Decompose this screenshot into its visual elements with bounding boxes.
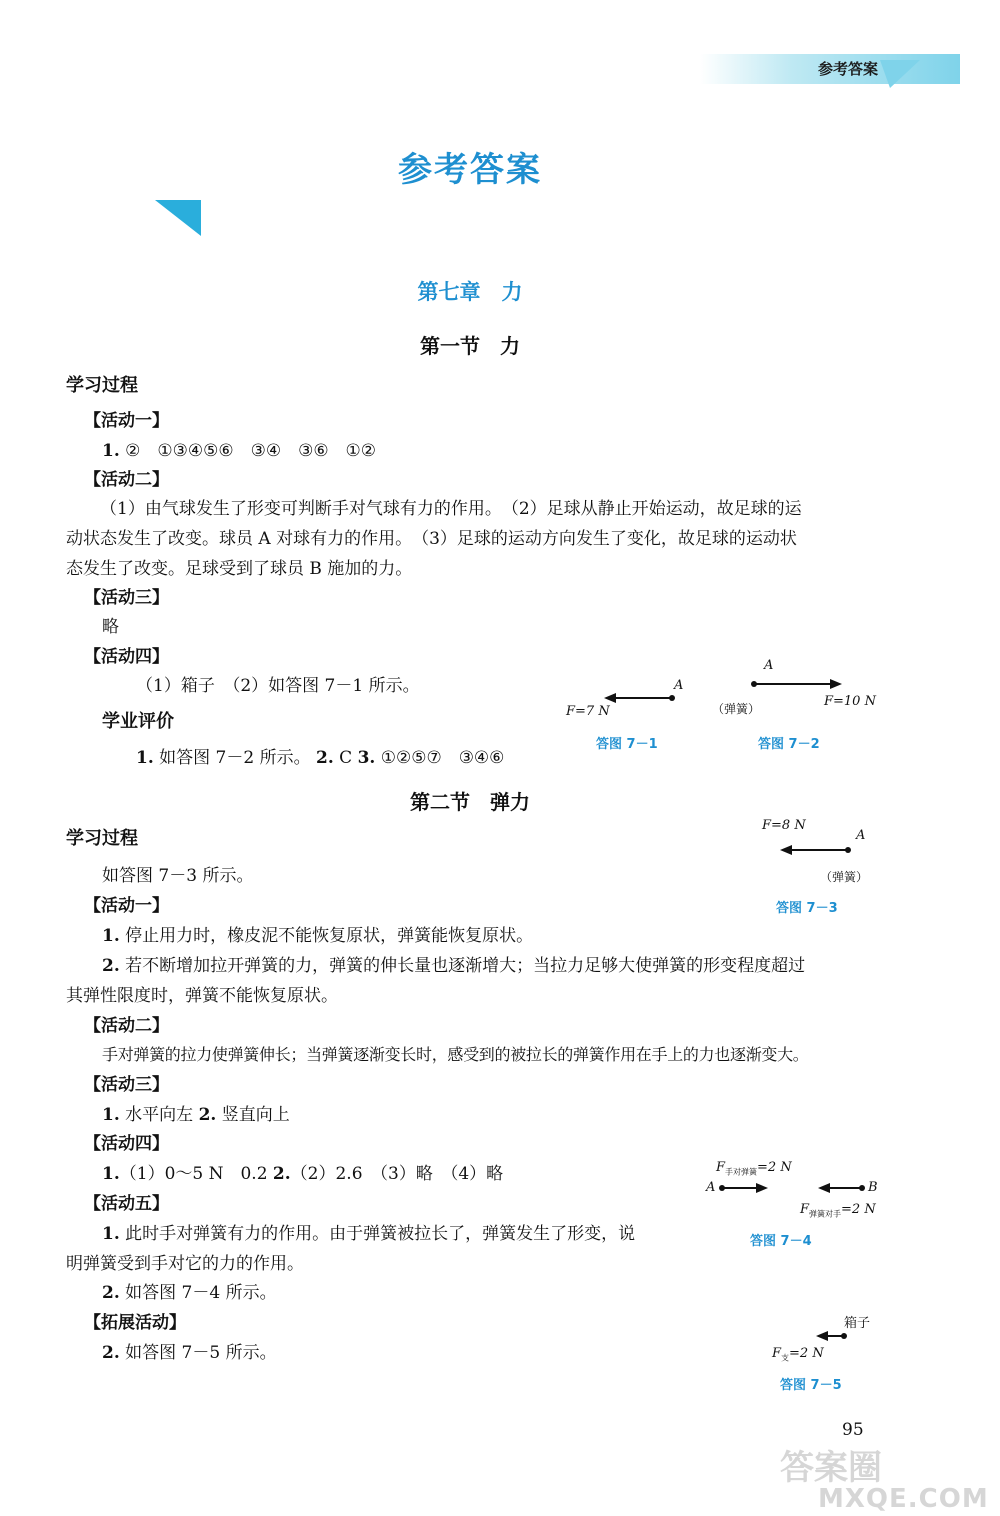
s1-eval-text1: 如答图 7－2 所示。 — [153, 748, 316, 768]
figure-7-5-force-symbol: F — [772, 1346, 782, 1361]
s2-act1-line2 — [102, 954, 805, 978]
s2-act5-line3 — [102, 1281, 277, 1305]
chapter-title: 第七章 力 — [417, 280, 523, 304]
s1-eval-heading: 学业评价 — [102, 711, 174, 732]
s2-act4-text1: （1）0～5 N 0.2 — [119, 1164, 273, 1184]
s2-act1-text2a: 若不断增加拉开弹簧的力，弹簧的伸长量也逐渐增大；当拉力足够大使弹簧的形变程度超过 — [119, 956, 806, 976]
s2-act5-line2: 明弹簧受到手对它的力的作用。 — [66, 1254, 304, 1274]
s1-act1-text1: ② ①③④⑤⑥ ③④ ③⑥ ①② — [119, 441, 377, 461]
figure-7-3 — [758, 816, 888, 888]
figure-7-2-point: A — [764, 658, 774, 673]
figure-7-4-force-bottom — [800, 1202, 876, 1220]
s2-act3-text1: 水平向左 — [119, 1105, 199, 1125]
figure-7-4-point-b: B — [868, 1180, 878, 1195]
s1-eval-num3: 3. — [357, 748, 376, 768]
figure-7-1 — [560, 672, 700, 722]
figure-7-2-force: F=10 N — [824, 694, 876, 709]
s2-act3-num2: 2. — [198, 1105, 217, 1125]
s1-eval-text2: C — [333, 748, 358, 768]
figure-7-5-force — [772, 1346, 824, 1364]
s2-act1-tag: 【活动一】 — [84, 896, 169, 916]
s2-act3-num1: 1. — [102, 1105, 120, 1125]
s1-act1-tag: 【活动一】 — [84, 411, 169, 431]
figure-7-4-force-top — [716, 1160, 792, 1178]
s1-eval-num2: 2. — [316, 748, 334, 768]
s2-act1-text1: 停止用力时，橡皮泥不能恢复原状，弹簧能恢复原状。 — [119, 926, 534, 946]
figure-7-4-caption: 答图 7－4 — [750, 1234, 812, 1249]
s2-act5-tag: 【活动五】 — [84, 1194, 169, 1214]
s2-act5-text2: 如答图 7－4 所示。 — [119, 1283, 277, 1303]
s2-act5-text1a: 此时手对弹簧有力的作用。由于弹簧被拉长了，弹簧发生了形变，说 — [119, 1224, 636, 1244]
s2-act4-line — [102, 1162, 503, 1186]
s1-act2-tag: 【活动二】 — [84, 470, 169, 490]
page-number: 95 — [842, 1420, 864, 1440]
figure-7-2-note: （弹簧） — [712, 702, 761, 716]
s2-act1-line3: 其弹性限度时，弹簧不能恢复原状。 — [66, 986, 338, 1006]
figure-7-5-force-value: =2 N — [789, 1346, 824, 1361]
s2-ext-tag: 【拓展活动】 — [84, 1313, 186, 1333]
figure-7-4-force-bottom-value: =2 N — [841, 1202, 876, 1217]
s2-act1-num2: 2. — [102, 956, 120, 976]
header-tab — [700, 54, 960, 84]
s1-eval-num1: 1. — [136, 748, 154, 768]
figure-7-4-force-bottom-sub: 弹簧对手 — [809, 1209, 842, 1219]
s2-act5-num2: 2. — [102, 1283, 120, 1303]
s2-ext-text2: 如答图 7－5 所示。 — [119, 1343, 277, 1363]
s2-act4-num2: 2. — [272, 1164, 291, 1184]
figure-7-4-force-top-sub: 手对弹簧 — [725, 1167, 758, 1177]
s1-act2-line1: （1）由气球发生了形变可判断手对气球有力的作用。 （2）足球从静止开始运动，故足球的运 — [100, 499, 802, 519]
figure-7-3-caption: 答图 7－3 — [776, 901, 838, 916]
s2-act1-line1 — [102, 924, 533, 948]
corner-triangle-decoration — [155, 200, 201, 236]
s2-intro: 如答图 7－3 所示。 — [102, 866, 254, 886]
section-2-title: 第二节 弹力 — [410, 790, 530, 814]
s2-learning-heading: 学习过程 — [66, 828, 138, 849]
s1-act4-text: （1）箱子 （2）如答图 7－1 所示。 — [136, 676, 420, 696]
s1-act2-line2: 动状态发生了改变。球员 A 对球有力的作用。 （3）足球的运动方向发生了变化，故足球的运动状 — [66, 529, 797, 549]
figure-7-5-label: 箱子 — [844, 1316, 871, 1331]
page-title: 参考答案 — [398, 150, 542, 190]
s2-act4-num1: 1. — [102, 1164, 120, 1184]
s1-act1-num1: 1. — [102, 441, 120, 461]
s2-ext-num2: 2. — [102, 1343, 120, 1363]
figure-7-2 — [706, 656, 886, 718]
s2-act2-tag: 【活动二】 — [84, 1016, 169, 1036]
s2-act4-tag: 【活动四】 — [84, 1134, 169, 1154]
s1-act4-tag: 【活动四】 — [84, 647, 169, 667]
figure-7-1-point: A — [674, 678, 684, 693]
s1-eval-text3: ①②⑤⑦ ③④⑥ — [375, 748, 505, 768]
s1-act3-text: 略 — [102, 617, 119, 637]
figure-7-4-force-bottom-symbol: F — [800, 1202, 810, 1217]
s2-act4-text2: （2）2.6 （3）略 （4）略 — [290, 1164, 504, 1184]
header-tab-text: 参考答案 — [817, 60, 878, 78]
s2-act5-line1 — [102, 1222, 635, 1246]
s1-act3-tag: 【活动三】 — [84, 588, 169, 608]
figure-7-2-caption: 答图 7－2 — [758, 737, 820, 752]
header-tab-ribbon — [880, 60, 920, 90]
s2-act5-num1: 1. — [102, 1224, 120, 1244]
s1-act2-line3: 态发生了改变。足球受到了球员 B 施加的力。 — [66, 559, 413, 579]
figure-7-3-force: F=8 N — [762, 818, 806, 833]
s1-act1-line1 — [102, 439, 376, 463]
watermark-url: MXQE.COM — [818, 1484, 989, 1514]
figure-7-5 — [770, 1310, 880, 1370]
figure-7-2-arrow — [706, 656, 886, 696]
s2-ext-line — [102, 1341, 277, 1365]
figure-7-1-caption: 答图 7－1 — [596, 737, 658, 752]
s2-act3-tag: 【活动三】 — [84, 1075, 169, 1095]
section-1-title: 第一节 力 — [420, 334, 520, 358]
figure-7-4-force-top-value: =2 N — [757, 1160, 792, 1175]
s1-learning-heading: 学习过程 — [66, 375, 138, 396]
watermark-logo: 答案圈 — [780, 1448, 882, 1488]
figure-7-4-point-a: A — [706, 1180, 716, 1195]
s1-eval-line — [136, 746, 504, 770]
figure-7-3-note: （弹簧） — [820, 870, 869, 884]
figure-7-4 — [704, 1158, 884, 1224]
s2-act3-line — [102, 1103, 290, 1127]
s2-act3-text2: 竖直向上 — [216, 1105, 290, 1125]
figure-7-3-arrow — [758, 832, 888, 862]
figure-7-1-force: F=7 N — [566, 704, 610, 719]
figure-7-4-force-top-symbol: F — [716, 1160, 726, 1175]
figure-7-5-force-sub: 支 — [781, 1353, 790, 1363]
figure-7-3-point: A — [856, 828, 866, 843]
figure-7-5-caption: 答图 7－5 — [780, 1378, 842, 1393]
s2-act2-text: 手对弹簧的拉力使弹簧伸长；当弹簧逐渐变长时，感受到的被拉长的弹簧作用在手上的力也逐渐变大。 — [102, 1045, 809, 1064]
s2-act1-num1: 1. — [102, 926, 120, 946]
